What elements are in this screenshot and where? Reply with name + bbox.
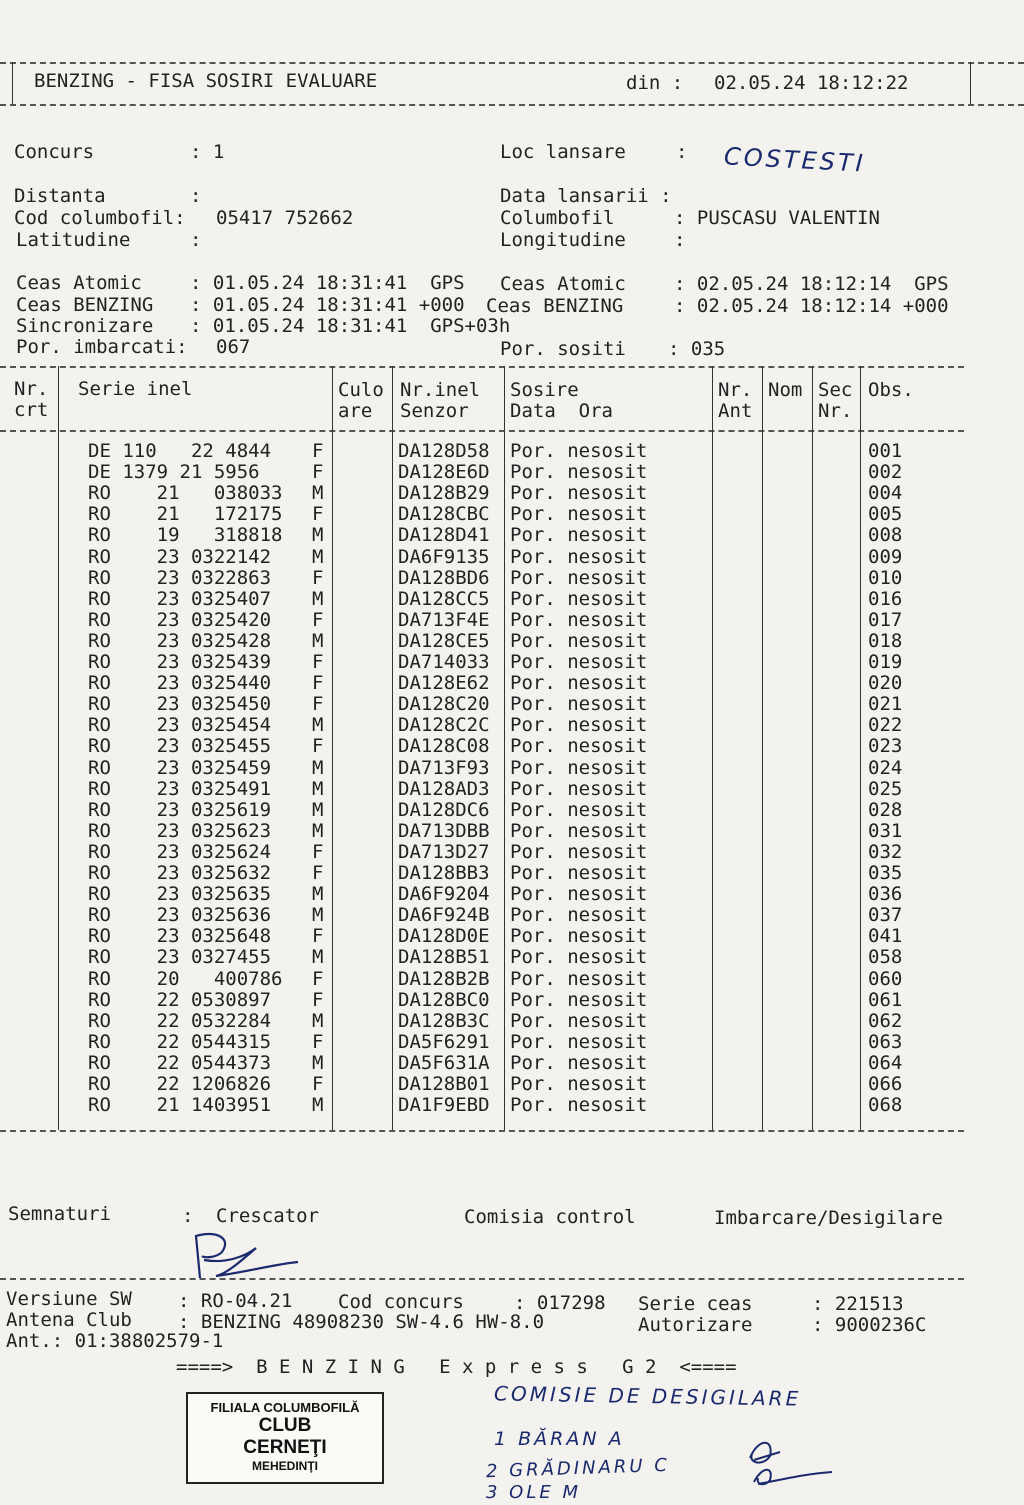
- sex: F: [312, 735, 324, 758]
- sex: F: [312, 925, 324, 948]
- ring-series: RO 23 0325450: [88, 693, 272, 716]
- distanta-label: Distanta: [14, 185, 106, 207]
- stamp-line-4: MEHEDINŢI: [252, 1459, 318, 1473]
- sensor-id: DA128C08: [398, 735, 490, 758]
- ring-series: RO 22 0532284: [88, 1009, 272, 1032]
- sex: F: [312, 461, 324, 484]
- stamp-line-3: CERNEŢI: [243, 1437, 327, 1458]
- por-imbarcati-value: 067: [216, 336, 251, 358]
- autorizare-value: : 9000236C: [812, 1314, 927, 1336]
- comisia-control-label: Comisia control: [464, 1206, 636, 1228]
- ring-series: RO 21 172175: [88, 503, 283, 526]
- obs-number: 021: [868, 693, 903, 716]
- obs-number: 001: [868, 440, 903, 462]
- sensor-id: DA128AD3: [398, 777, 490, 800]
- col-sep-nom: [812, 366, 813, 1130]
- arrival-status: Por. nesosit: [510, 714, 648, 737]
- imbarcare-label: Imbarcare/Desigilare: [714, 1207, 943, 1229]
- obs-number: 020: [868, 672, 903, 695]
- antena-club-value: : BENZING 48908230 SW-4.6 HW-8.0: [178, 1311, 545, 1333]
- col-sep-serie: [332, 366, 333, 1130]
- col-sep-culo: [392, 366, 393, 1130]
- ring-series: RO 23 0325407: [88, 587, 272, 610]
- sensor-id: DA128D41: [398, 524, 490, 547]
- obs-number: 061: [868, 988, 903, 1011]
- sex: M: [312, 587, 324, 610]
- obs-number: 028: [868, 798, 903, 821]
- sex: M: [312, 482, 324, 505]
- ring-series: RO 23 0325636: [88, 904, 272, 927]
- header-sec-nr: Nr.: [818, 400, 853, 422]
- sex: M: [312, 524, 324, 547]
- date-label: din :: [626, 72, 684, 94]
- versiune-sw-label: Versiune SW: [6, 1288, 132, 1310]
- ring-series: RO 23 0325420: [88, 608, 272, 631]
- ring-series: RO 23 0325619: [88, 798, 272, 821]
- sex: M: [312, 1051, 324, 1074]
- sensor-id: DA128B3C: [398, 1009, 490, 1032]
- data-lansarii-label: Data lansarii :: [500, 185, 672, 207]
- loc-lansare-sep: :: [676, 141, 688, 163]
- header-nr-ant: Nr.: [718, 379, 753, 401]
- sex: F: [312, 651, 324, 673]
- obs-number: 062: [868, 1009, 903, 1032]
- header-left-border: [12, 62, 13, 104]
- ring-series: DE 110 22 4844: [88, 440, 272, 462]
- serie-ceas-value: : 221513: [812, 1293, 904, 1315]
- ring-series: RO 22 1206826: [88, 1073, 272, 1095]
- cod-columbofil-label: Cod columbofil:: [14, 207, 186, 229]
- obs-number: 019: [868, 651, 903, 673]
- sensor-id: DA128E62: [398, 672, 490, 695]
- ring-series: RO 23 0325632: [88, 862, 272, 884]
- loc-lansare-label: Loc lansare: [500, 141, 626, 163]
- header-top-rule: [0, 62, 1024, 64]
- table-header-rule: [0, 430, 964, 432]
- sex: F: [312, 862, 324, 884]
- sex: F: [312, 693, 324, 716]
- obs-number: 068: [868, 1094, 903, 1117]
- obs-number: 031: [868, 819, 903, 842]
- obs-number: 066: [868, 1073, 903, 1095]
- sensor-id: DA128C20: [398, 693, 490, 716]
- longitudine-label: Longitudine: [500, 229, 626, 251]
- col-sep-nrant: [762, 366, 763, 1130]
- arrival-status: Por. nesosit: [510, 672, 648, 695]
- arrival-status: Por. nesosit: [510, 693, 648, 716]
- por-sositi-value: : 035: [668, 338, 726, 360]
- arrival-status: Por. nesosit: [510, 946, 648, 969]
- ring-series: RO 23 0327455: [88, 946, 272, 969]
- header-obs: Obs.: [868, 379, 914, 401]
- obs-number: 032: [868, 840, 903, 863]
- benzing-brand-line: ====> B E N Z I N G E x p r e s s G 2 <====: [176, 1356, 737, 1378]
- sex: M: [312, 629, 324, 652]
- date-value: 02.05.24 18:12:22: [714, 72, 909, 94]
- arrival-status: Por. nesosit: [510, 503, 648, 526]
- arrival-status: Por. nesosit: [510, 883, 648, 906]
- ring-series: RO 23 0325459: [88, 756, 272, 779]
- ring-series: RO 22 0530897: [88, 988, 272, 1011]
- header-culo: Culo: [338, 379, 384, 401]
- sensor-id: DA128B01: [398, 1073, 490, 1095]
- col-sep-nr: [58, 366, 59, 1130]
- ring-series: RO 23 0325439: [88, 651, 272, 673]
- col-sep-sec: [860, 366, 861, 1130]
- document-title: BENZING - FISA SOSIRI EVALUARE: [34, 70, 378, 92]
- commission-signatures: [740, 1430, 840, 1500]
- sensor-id: DA128BC0: [398, 988, 490, 1011]
- arrival-status: Por. nesosit: [510, 1051, 648, 1074]
- left-ceas-benzing-value: : 01.05.24 18:31:41 +000: [190, 294, 465, 316]
- sensor-id: DA128C2C: [398, 714, 490, 737]
- ring-series: RO 20 400786: [88, 967, 283, 990]
- sensor-id: DA128D58: [398, 440, 490, 462]
- sex: M: [312, 545, 324, 568]
- header-bottom-rule: [0, 104, 1024, 106]
- sensor-id: DA128DC6: [398, 798, 490, 821]
- ring-series: RO 22 0544373: [88, 1051, 272, 1074]
- arrival-status: Por. nesosit: [510, 904, 648, 927]
- arrival-status: Por. nesosit: [510, 651, 648, 673]
- right-ceas-atomic-value: : 02.05.24 18:12:14 GPS: [674, 273, 949, 295]
- left-ceas-atomic-value: : 01.05.24 18:31:41 GPS: [190, 272, 465, 294]
- sex: F: [312, 840, 324, 863]
- arrival-status: Por. nesosit: [510, 1009, 648, 1032]
- sincronizare-label: Sincronizare: [16, 315, 154, 337]
- sensor-id: DA713F93: [398, 756, 490, 779]
- header-nr: Nr.: [14, 378, 49, 400]
- longitudine-value: :: [674, 229, 686, 251]
- distanta-value: :: [190, 185, 202, 207]
- sensor-id: DA6F9204: [398, 883, 490, 906]
- ring-series: RO 23 0325491: [88, 777, 272, 800]
- antena-id: Ant.: 01:38802579-1: [6, 1330, 224, 1352]
- arrival-status: Por. nesosit: [510, 967, 648, 990]
- right-ceas-atomic-label: Ceas Atomic: [500, 273, 626, 295]
- sensor-id: DA128CE5: [398, 629, 490, 652]
- ring-series: RO 23 0325623: [88, 819, 272, 842]
- arrival-status: Por. nesosit: [510, 756, 648, 779]
- obs-number: 058: [868, 946, 903, 969]
- sensor-id: DA6F9135: [398, 545, 490, 568]
- sex: F: [312, 988, 324, 1011]
- sex: F: [312, 1030, 324, 1053]
- sex: M: [312, 756, 324, 779]
- header-crt: crt: [14, 399, 49, 421]
- arrival-status: Por. nesosit: [510, 798, 648, 821]
- stamp-line-1: FILIALA COLUMBOFILĂ: [210, 1400, 360, 1415]
- ring-series: RO 23 0322142: [88, 545, 272, 568]
- crescator-label: Crescator: [216, 1205, 319, 1227]
- arrival-status: Por. nesosit: [510, 482, 648, 505]
- ring-series: RO 22 0544315: [88, 1030, 272, 1053]
- commission-heading-handwritten: COMISIE DE DESIGILARE: [493, 1381, 802, 1411]
- obs-number: 063: [868, 1030, 903, 1053]
- sex: F: [312, 1073, 324, 1095]
- obs-number: 005: [868, 503, 903, 526]
- col-sep-senzor: [504, 366, 505, 1130]
- arrival-status: Por. nesosit: [510, 1073, 648, 1095]
- sex: F: [312, 967, 324, 990]
- arrival-status: Por. nesosit: [510, 819, 648, 842]
- arrival-status: Por. nesosit: [510, 840, 648, 863]
- left-ceas-atomic-label: Ceas Atomic: [16, 272, 142, 294]
- sensor-id: DA714033: [398, 651, 490, 673]
- arrival-status: Por. nesosit: [510, 862, 648, 884]
- header-sec: Sec: [818, 379, 853, 401]
- header-serie-inel: Serie inel: [78, 378, 193, 400]
- arrival-status: Por. nesosit: [510, 629, 648, 652]
- sensor-id: DA128E6D: [398, 461, 490, 484]
- concurs-label: Concurs: [14, 141, 95, 163]
- ring-series: RO 23 0325648: [88, 925, 272, 948]
- sensor-id: DA713D27: [398, 840, 490, 863]
- por-imbarcati-label: Por. imbarcati:: [16, 336, 188, 358]
- sex: F: [312, 566, 324, 589]
- sex: M: [312, 777, 324, 800]
- arrival-status: Por. nesosit: [510, 777, 648, 800]
- obs-number: 018: [868, 629, 903, 652]
- sensor-id: DA1F9EBD: [398, 1094, 490, 1117]
- header-data-ora: Data Ora: [510, 400, 613, 422]
- header-ant: Ant: [718, 400, 753, 422]
- arrival-status: Por. nesosit: [510, 988, 648, 1011]
- footer-rule: [0, 1278, 964, 1280]
- sensor-id: DA713DBB: [398, 819, 490, 842]
- obs-number: 064: [868, 1051, 903, 1074]
- arrival-status: Por. nesosit: [510, 735, 648, 758]
- commission-member-1: 1 BĂRAN A: [494, 1428, 625, 1450]
- cod-concurs-value: : 017298: [514, 1292, 606, 1314]
- crescator-signature: [186, 1228, 316, 1284]
- obs-number: 024: [868, 756, 903, 779]
- ring-series: DE 1379 21 5956: [88, 461, 260, 484]
- obs-number: 035: [868, 862, 903, 884]
- sensor-id: DA6F924B: [398, 904, 490, 927]
- obs-number: 016: [868, 587, 903, 610]
- ring-series: RO 23 0325624: [88, 840, 272, 863]
- ring-series: RO 19 318818: [88, 524, 283, 547]
- arrival-status: Por. nesosit: [510, 524, 648, 547]
- obs-number: 037: [868, 904, 903, 927]
- sensor-id: DA128BD6: [398, 566, 490, 589]
- table-top-rule: [0, 366, 964, 368]
- sensor-id: DA5F6291: [398, 1030, 490, 1053]
- latitudine-value: :: [190, 229, 202, 251]
- columbofil-value: : PUSCASU VALENTIN: [674, 207, 880, 229]
- header-senzor: Senzor: [400, 400, 469, 422]
- club-stamp: [186, 1392, 384, 1484]
- semnaturi-label: Semnaturi: [8, 1203, 111, 1225]
- sex: M: [312, 904, 324, 927]
- sex: F: [312, 503, 324, 526]
- arrival-status: Por. nesosit: [510, 440, 648, 462]
- arrival-status: Por. nesosit: [510, 545, 648, 568]
- sex: M: [312, 883, 324, 906]
- commission-member-2: 2 GRĂDINARU C: [485, 1454, 671, 1483]
- header-sosire: Sosire: [510, 379, 579, 401]
- sensor-id: DA128CC5: [398, 587, 490, 610]
- obs-number: 008: [868, 524, 903, 547]
- sensor-id: DA713F4E: [398, 608, 490, 631]
- arrival-status: Por. nesosit: [510, 1094, 648, 1117]
- stamp-line-2: CLUB: [258, 1415, 312, 1436]
- ring-series: RO 23 0325455: [88, 735, 272, 758]
- obs-number: 017: [868, 608, 903, 631]
- serie-ceas-label: Serie ceas: [638, 1293, 753, 1315]
- sensor-id: DA5F631A: [398, 1051, 490, 1074]
- sex: M: [312, 1009, 324, 1032]
- obs-number: 060: [868, 967, 903, 990]
- arrival-status: Por. nesosit: [510, 1030, 648, 1053]
- sex: M: [312, 819, 324, 842]
- left-ceas-benzing-label: Ceas BENZING: [16, 294, 154, 316]
- cod-concurs-label: Cod concurs: [338, 1291, 464, 1313]
- antena-club-label: Antena Club: [6, 1309, 132, 1331]
- por-sositi-label: Por. sositi: [500, 338, 626, 360]
- sensor-id: DA128BB3: [398, 862, 490, 884]
- col-sep-sosire: [712, 366, 713, 1130]
- columbofil-label: Columbofil: [500, 207, 615, 229]
- sex: F: [312, 608, 324, 631]
- obs-number: 022: [868, 714, 903, 737]
- obs-number: 041: [868, 925, 903, 948]
- arrival-status: Por. nesosit: [510, 608, 648, 631]
- obs-number: 010: [868, 566, 903, 589]
- right-ceas-benzing-value: : 02.05.24 18:12:14 +000: [674, 295, 949, 317]
- sensor-id: DA128CBC: [398, 503, 490, 526]
- sex: F: [312, 672, 324, 695]
- semnaturi-sep: :: [182, 1205, 194, 1227]
- obs-number: 023: [868, 735, 903, 758]
- right-ceas-benzing-label: Ceas BENZING: [486, 295, 624, 317]
- sensor-id: DA128D0E: [398, 925, 490, 948]
- ring-series: RO 23 0325454: [88, 714, 272, 737]
- sensor-id: DA128B2B: [398, 967, 490, 990]
- ring-series: RO 23 0325635: [88, 883, 272, 906]
- arrival-status: Por. nesosit: [510, 566, 648, 589]
- ring-series: RO 23 0322863: [88, 566, 272, 589]
- sensor-id: DA128B29: [398, 482, 490, 505]
- autorizare-label: Autorizare: [638, 1314, 753, 1336]
- ring-series: RO 23 0325440: [88, 672, 272, 695]
- header-are: are: [338, 400, 373, 422]
- sex: M: [312, 1094, 324, 1117]
- sincronizare-value: : 01.05.24 18:31:41 GPS+03h: [190, 315, 511, 337]
- cod-columbofil-value: 05417 752662: [216, 207, 354, 229]
- obs-number: 009: [868, 545, 903, 568]
- arrival-status: Por. nesosit: [510, 925, 648, 948]
- sex: F: [312, 440, 324, 462]
- header-right-border: [970, 62, 971, 104]
- commission-member-3: 3 OLE M: [486, 1482, 581, 1503]
- concurs-value: : 1: [190, 141, 225, 163]
- sex: M: [312, 714, 324, 737]
- sex: M: [312, 946, 324, 969]
- sensor-id: DA128B51: [398, 946, 490, 969]
- obs-number: 025: [868, 777, 903, 800]
- sex: M: [312, 798, 324, 821]
- versiune-sw-value: : RO-04.21: [178, 1290, 293, 1312]
- obs-number: 004: [868, 482, 903, 505]
- arrival-status: Por. nesosit: [510, 461, 648, 484]
- ring-series: RO 21 038033: [88, 482, 283, 505]
- table-bottom-rule: [0, 1130, 964, 1132]
- ring-series: RO 23 0325428: [88, 629, 272, 652]
- arrival-status: Por. nesosit: [510, 587, 648, 610]
- ring-series: RO 21 1403951: [88, 1094, 272, 1117]
- obs-number: 036: [868, 883, 903, 906]
- obs-number: 002: [868, 461, 903, 484]
- loc-lansare-handwritten: COSTESTI: [723, 142, 867, 178]
- header-nom: Nom: [768, 379, 803, 401]
- latitudine-label: Latitudine: [16, 229, 131, 251]
- header-nr-inel: Nr.inel: [400, 379, 481, 401]
